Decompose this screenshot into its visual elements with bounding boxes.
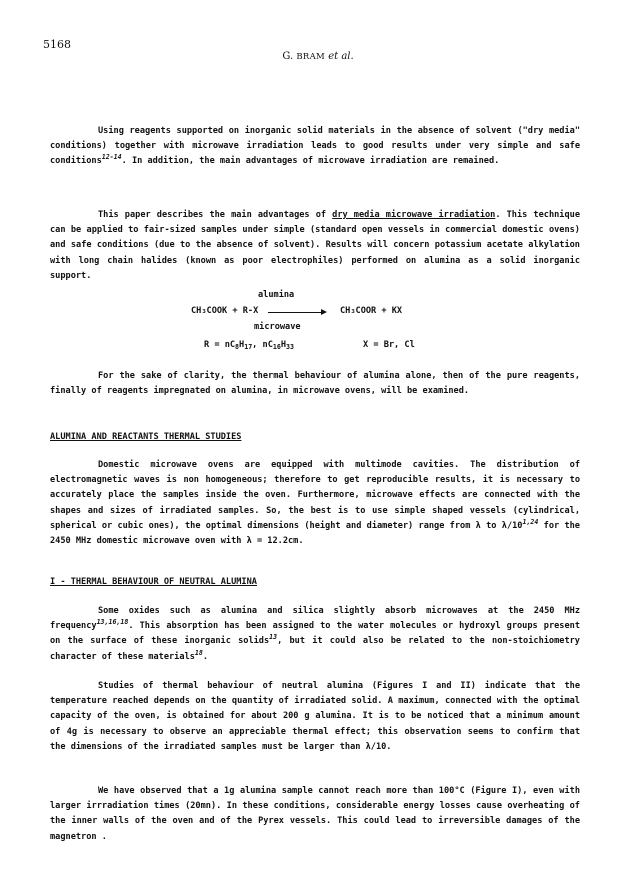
- s1-ref: 1,24: [522, 517, 539, 526]
- s2p1-text-c: , but it could also be related to the non-stoichiometry character of these materials: [50, 636, 580, 662]
- section-heading-neutral-alumina: I - THERMAL BEHAVIOUR OF NEUTRAL ALUMINA: [50, 577, 257, 587]
- r-definition: $R = nC_8H_{17}$, $nC_{16}H_{33}$: [204, 340, 294, 351]
- intro-paragraph-2: [50, 208, 580, 284]
- s2p3-text: We have observed that a 1g alumina sample cannot reach more than 100°C (Figure I), even with larger irrradiation times (20mn). In these conditions, considerable energy losses cause overheating of the inner walls of the oven and of the Pyrex vessels. This could lead to irreversible damages of the magnetron .: [50, 786, 580, 842]
- s1-text-b: for the 2450 MHz domestic microwave oven with λ = 12.2cm.: [50, 520, 580, 547]
- s2p2-text: Studies of thermal behaviour of neutral alumina (Figures I and II) indicate that the temperature reached depends on the quantity of irradiated solid. A maximum, connected with the optimal capacity of the oven, is obtained for about 200 g alumina. It is to be noticed that a minimum amount of 4g is necessary to observe an appreciable thermal effect; this observation seems to confirm that the dimensions of the irradiated samples must be larger than λ/10.: [50, 681, 580, 752]
- reaction-arrow-head: [321, 309, 327, 315]
- author-initial: G.: [282, 51, 297, 62]
- p1-ref: 12-14: [101, 153, 122, 162]
- running-header: [248, 51, 388, 62]
- s2p1-ref2: 13: [269, 633, 278, 642]
- section2-paragraph-1: [50, 604, 580, 665]
- p2-text-a: This paper describes the main advantages of: [98, 210, 333, 220]
- products: CH₃COOR + KX: [340, 306, 403, 316]
- p2-underlined-phrase: dry media microwave irradiation: [332, 210, 496, 220]
- s2p1-text-d: .: [202, 651, 209, 662]
- section-heading-alumina-reactants: ALUMINA AND REACTANTS THERMAL STUDIES: [50, 432, 242, 442]
- p3-text: For the sake of clarity, the thermal behaviour of alumina alone, then of the pure reagents, finally of reagents impregnated on alumina, in microwave ovens, will be examined.: [50, 371, 580, 397]
- s2p1-ref3: 18: [194, 648, 203, 657]
- reactants: CH₃COOK + R-X: [191, 306, 259, 316]
- section2-paragraph-3: [50, 784, 580, 845]
- s1-text-a: Domestic microwave ovens are equipped with multimode cavities. The distribution of electromagnetic waves is non homogeneous; therefore to get reproducible results, it is necessary to accurately place the samples inside the oven. Furthermore, microwave effects are connected with the shapes and sizes of irradiated samples. So, the best is to use simple shaped vessels (cylindrical, spherical or cubic ones), the optimal dimensions (height and diameter) range from λ to λ/10: [50, 460, 580, 531]
- arrow-label-below: microwave: [254, 322, 301, 332]
- p1-text-a: Using reagents supported on inorganic solid materials in the absence of solvent ("dry media" conditions) together with microwave irradiation leads to good results under very simple and safe conditions: [50, 126, 580, 167]
- s2p1-text-b: . This absorption has been assigned to the water molecules or hydroxyl groups present on the surface of these inorganic solids: [50, 621, 580, 647]
- arrow-label-above: alumina: [258, 290, 295, 300]
- author-suffix: et al.: [325, 51, 354, 62]
- section2-paragraph-2: [50, 679, 580, 755]
- p1-text-b: . In addition, the main advantages of microwave irradiation are remained.: [121, 156, 500, 167]
- author-surname: BRAM: [296, 52, 326, 62]
- page-number: 5168: [43, 38, 71, 51]
- reaction-arrow: [268, 312, 322, 313]
- intro-paragraph-1: [50, 124, 580, 170]
- s2p1-text-a: Some oxides such as alumina and silica slightly absorb microwaves at the 2450 MHz frequency: [50, 606, 580, 632]
- s2p1-ref1: 13,16,18: [96, 618, 129, 627]
- reaction-equation: [50, 290, 580, 360]
- p2-text-b: . This technique can be applied to fair-sized samples under simple (standard open vessels in commercial domestic ovens) and safe conditions (due to the absence of solvent). Results will concern potassium acetate alkylation with long chain halides (known as poor electrophiles) performed on alumina as a solid inorganic support.: [50, 210, 581, 281]
- section1-paragraph: [50, 458, 580, 549]
- x-definition: X = Br, Cl: [363, 340, 415, 350]
- intro-paragraph-3: [50, 369, 580, 399]
